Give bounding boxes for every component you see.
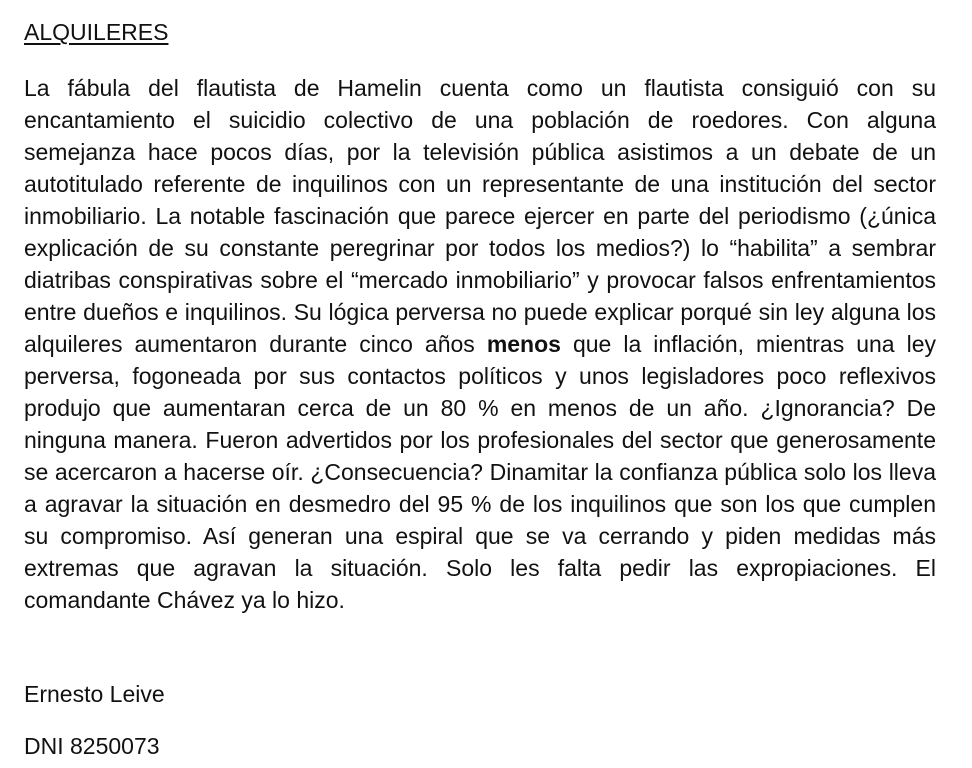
body-bold-word: menos <box>486 331 561 357</box>
letter-body <box>24 72 936 616</box>
body-text-before-bold: La fábula del flautista de Hamelin cuenta como un flautista consiguió con su encantamiento el suicidio colectivo de una población de roedores. Con alguna semejanza hace pocos días, por la televisión pública asistimos a un debate de un autotitulado referente de inquilinos con un representante de una institución del sector inmobiliario. La notable fascinación que parece ejercer en parte del periodismo (¿única explicación de su constante peregrinar por todos los medios?) lo “habilita” a sembrar diatribas conspirativas sobre el “mercado inmobiliario” y provocar falsos enfrentamientos entre dueños e inquilinos. Su lógica perversa no puede explicar porqué sin ley alguna los alquileres aumentaron durante cinco años <box>24 75 936 357</box>
body-text-after-bold: que la inflación, mientras una ley perversa, fogoneada por sus contactos políticos y unos legisladores poco reflexivos produjo que aumentaran cerca de un 80 % en menos de un año. ¿Ignorancia? De ninguna manera. Fueron advertidos por los profesionales del sector que generosamente se acercaron a hacerse oír. ¿Consecuencia? Dinamitar la confianza pública solo los lleva a agravar la situación en desmedro del 95 % de los inquilinos que son los que cumplen su compromiso. Así generan una espiral que se va cerrando y piden medidas más extremas que agravan la situación. Solo les falta pedir las expropiaciones. El comandante Chávez ya lo hizo. <box>24 331 937 613</box>
author-signature: Ernesto Leive <box>24 681 165 707</box>
letter-title: ALQUILERES <box>24 19 169 45</box>
author-dni: DNI 8250073 <box>24 733 160 759</box>
